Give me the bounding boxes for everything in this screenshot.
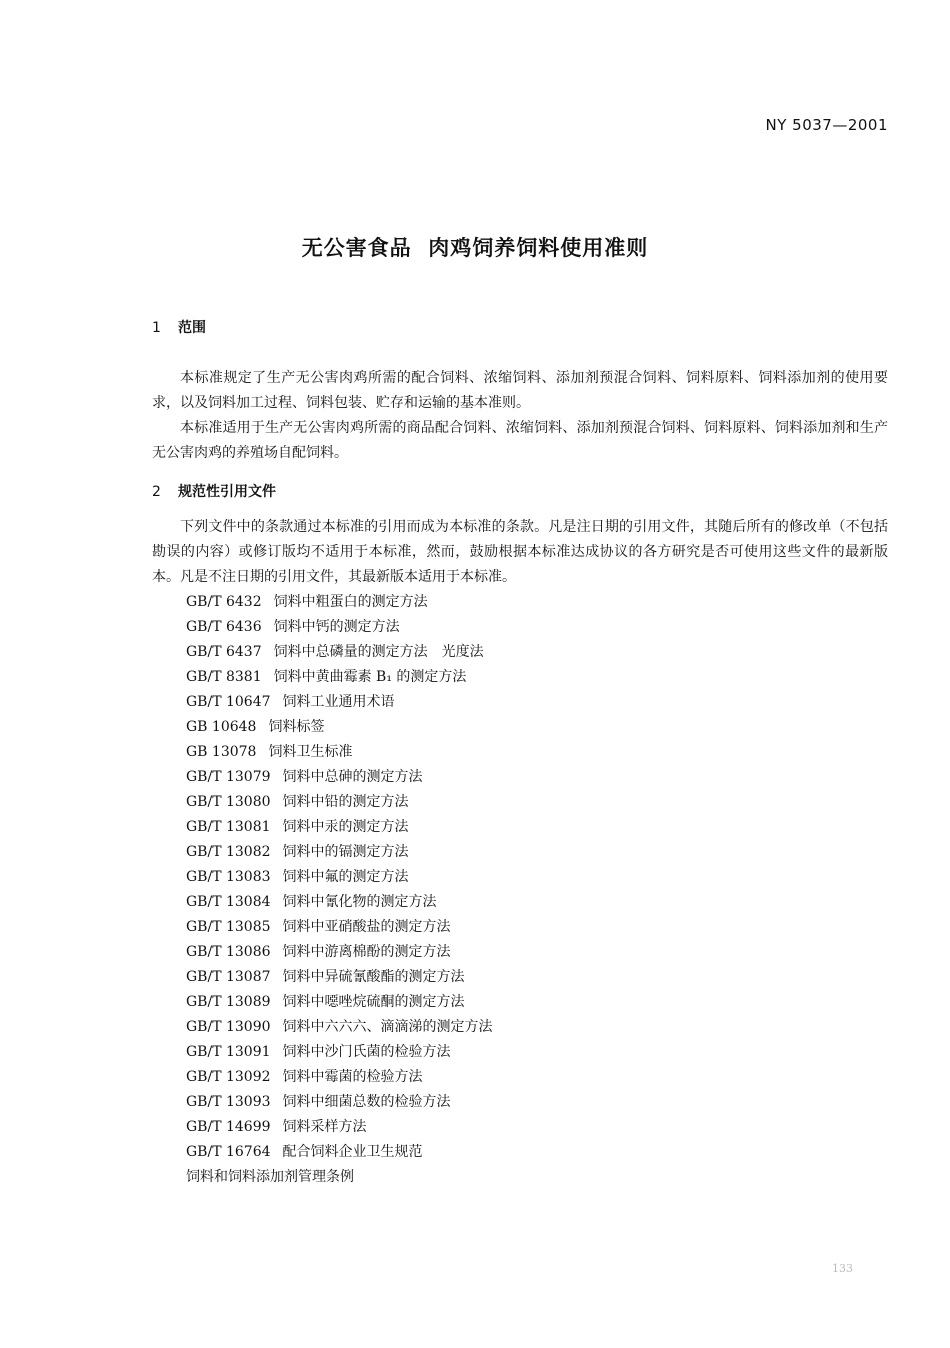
reference-title: 饲料和饲料添加剂管理条例 <box>186 1169 354 1185</box>
reference-title: 饲料中氟的测定方法 <box>282 869 409 885</box>
page-number: 133 <box>832 1262 853 1275</box>
section-1-paragraph-1: 本标准规定了生产无公害肉鸡所需的配合饲料、浓缩饲料、添加剂预混合饲料、饲料原料、饲料添加剂的使用要求，以及饲料加工过程、饲料包装、贮存和运输的基本准则。 <box>152 370 888 411</box>
section-title: 范围 <box>178 320 206 336</box>
reference-title: 饲料工业通用术语 <box>282 694 395 710</box>
reference-code: GB/T 13084 <box>186 894 271 910</box>
reference-item <box>186 1165 493 1190</box>
reference-title: 饲料中异硫氰酸酯的测定方法 <box>282 969 465 985</box>
reference-item <box>186 765 493 790</box>
normative-reference-list <box>186 590 493 1190</box>
reference-code: GB/T 13080 <box>186 794 271 810</box>
reference-title: 饲料中总磷量的测定方法 光度法 <box>273 644 484 660</box>
section-number: 2 <box>152 484 161 500</box>
reference-code: GB/T 13083 <box>186 869 271 885</box>
reference-title: 饲料中粗蛋白的测定方法 <box>273 594 428 610</box>
reference-code: GB/T 13086 <box>186 944 271 960</box>
section-number: 1 <box>152 320 161 336</box>
reference-code: GB/T 10647 <box>186 694 271 710</box>
reference-code: GB/T 13085 <box>186 919 271 935</box>
reference-title: 饲料中黄曲霉素 B₁ 的测定方法 <box>273 669 467 685</box>
reference-title: 饲料中汞的测定方法 <box>282 819 409 835</box>
reference-code: GB/T 13089 <box>186 994 271 1010</box>
reference-item <box>186 965 493 990</box>
reference-title: 饲料卫生标准 <box>268 744 353 760</box>
document-title: 无公害食品 肉鸡饲养饲料使用准则 <box>301 236 649 260</box>
section-title: 规范性引用文件 <box>178 484 276 500</box>
reference-title: 饲料中游离棉酚的测定方法 <box>282 944 451 960</box>
section-2-paragraph-1: 下列文件中的条款通过本标准的引用而成为本标准的条款。凡是注日期的引用文件，其随后所有的修改单（不包括勘误的内容）或修订版均不适用于本标准，然而，鼓励根据本标准达成协议的各方研究是否可使用这些文件的最新版本。凡是不注日期的引用文件，其最新版本适用于本标准。 <box>152 519 888 585</box>
reference-item <box>186 990 493 1015</box>
reference-item <box>186 615 493 640</box>
standard-code: NY 5037—2001 <box>765 116 888 134</box>
reference-code: GB/T 13079 <box>186 769 271 785</box>
reference-item <box>186 890 493 915</box>
reference-title: 饲料中钙的测定方法 <box>273 619 400 635</box>
reference-code: GB/T 13093 <box>186 1094 271 1110</box>
reference-code: GB/T 8381 <box>186 669 262 685</box>
reference-code: GB/T 6436 <box>186 619 262 635</box>
reference-item <box>186 640 493 665</box>
reference-title: 饲料中噁唑烷硫酮的测定方法 <box>282 994 465 1010</box>
reference-item <box>186 1015 493 1040</box>
reference-title: 饲料中沙门氏菌的检验方法 <box>282 1044 451 1060</box>
reference-code: GB 13078 <box>186 744 257 760</box>
reference-title: 饲料中霉菌的检验方法 <box>282 1069 423 1085</box>
reference-item <box>186 1140 493 1165</box>
reference-code: GB/T 13091 <box>186 1044 271 1060</box>
reference-code: GB/T 13090 <box>186 1019 271 1035</box>
reference-item <box>186 1040 493 1065</box>
reference-item <box>186 940 493 965</box>
reference-title: 饲料中铅的测定方法 <box>282 794 409 810</box>
reference-title: 饲料中的镉测定方法 <box>282 844 409 860</box>
reference-item <box>186 590 493 615</box>
reference-item <box>186 840 493 865</box>
reference-code: GB/T 6432 <box>186 594 262 610</box>
reference-title: 饲料中氰化物的测定方法 <box>282 894 437 910</box>
reference-title: 饲料中总砷的测定方法 <box>282 769 423 785</box>
reference-item <box>186 740 493 765</box>
section-1-heading <box>152 317 206 337</box>
reference-title: 饲料采样方法 <box>282 1119 367 1135</box>
reference-item <box>186 865 493 890</box>
reference-title: 饲料中六六六、滴滴涕的测定方法 <box>282 1019 493 1035</box>
reference-code: GB/T 16764 <box>186 1144 271 1160</box>
reference-code: GB/T 13082 <box>186 844 271 860</box>
reference-item <box>186 715 493 740</box>
reference-item <box>186 1090 493 1115</box>
reference-code: GB/T 6437 <box>186 644 262 660</box>
reference-title: 饲料中亚硝酸盐的测定方法 <box>282 919 451 935</box>
reference-item <box>186 815 493 840</box>
reference-item <box>186 1115 493 1140</box>
reference-code: GB 10648 <box>186 719 257 735</box>
reference-title: 饲料中细菌总数的检验方法 <box>282 1094 451 1110</box>
reference-code: GB/T 13092 <box>186 1069 271 1085</box>
reference-item <box>186 790 493 815</box>
reference-title: 饲料标签 <box>268 719 325 735</box>
reference-item <box>186 690 493 715</box>
reference-item <box>186 915 493 940</box>
section-2-heading <box>152 481 276 501</box>
reference-code: GB/T 13081 <box>186 819 271 835</box>
reference-code: GB/T 14699 <box>186 1119 271 1135</box>
section-1-paragraph-2: 本标准适用于生产无公害肉鸡所需的商品配合饲料、浓缩饲料、添加剂预混合饲料、饲料原料、饲料添加剂和生产无公害肉鸡的养殖场自配饲料。 <box>152 420 888 461</box>
reference-title: 配合饲料企业卫生规范 <box>282 1144 423 1160</box>
reference-code: GB/T 13087 <box>186 969 271 985</box>
reference-item <box>186 665 493 690</box>
reference-item <box>186 1065 493 1090</box>
